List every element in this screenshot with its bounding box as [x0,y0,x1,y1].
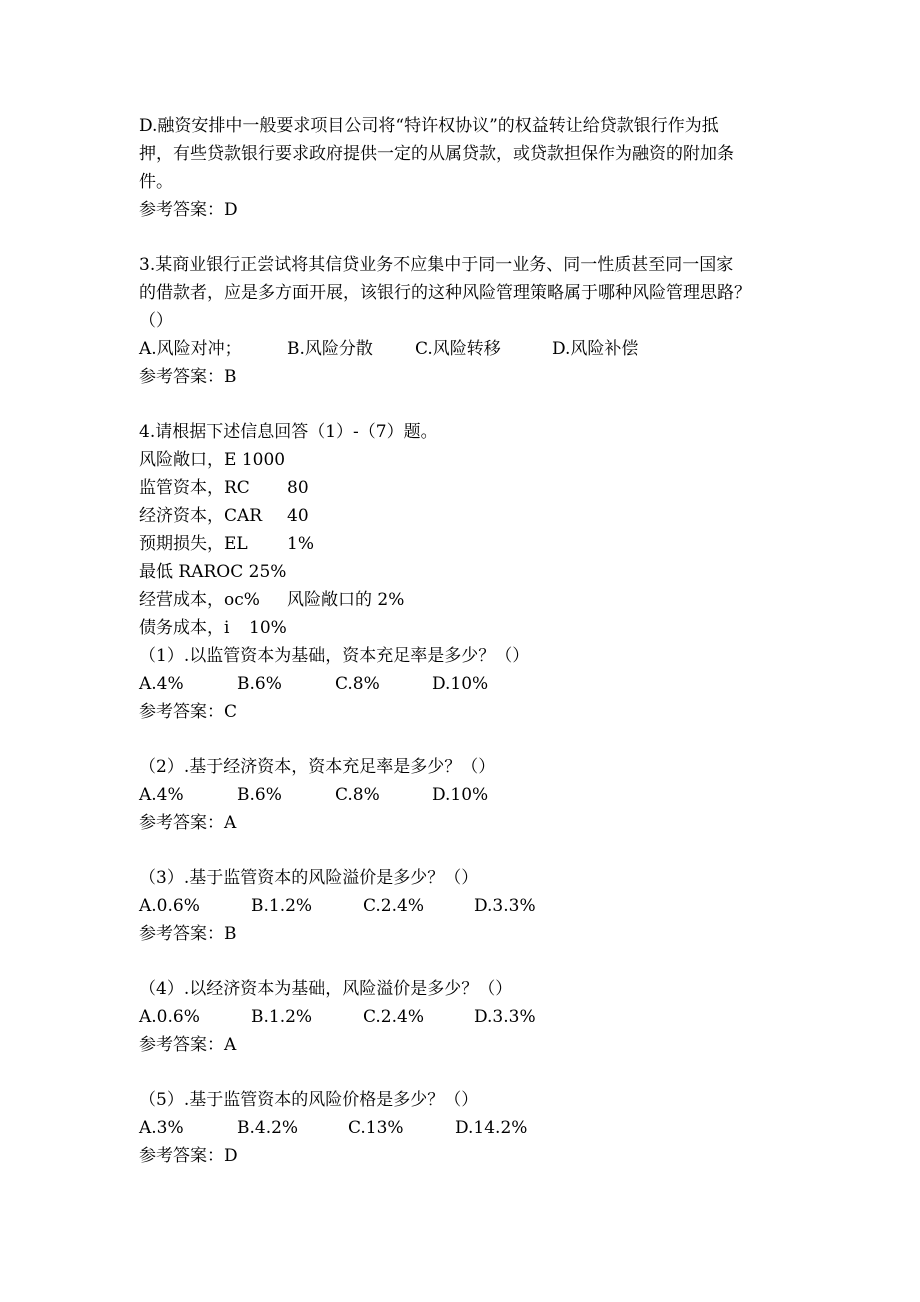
sub-question-stem: （4）.以经济资本为基础，风险溢价是多少？（） [139,979,513,999]
text-line: （） [139,311,173,331]
option-a: A.风险对冲； [139,339,242,359]
option-c: C.8% [335,785,380,805]
sub-question-answer: 参考答案：A [139,813,237,833]
option-d: D.3.3% [474,896,536,916]
info-item [139,446,799,474]
info-item [139,586,799,614]
info-label: 预期损失，EL [139,534,248,554]
option-b: B.4.2% [237,1118,299,1138]
option-c: C.13% [348,1118,404,1138]
option-b: B.1.2% [251,1007,313,1027]
option-d: D.10% [432,785,489,805]
sub-question-options [139,781,799,809]
q3-stem [139,251,799,335]
info-value: 40 [287,506,309,526]
text-line: 3.某商业银行正尝试将其信贷业务不应集中于同一业务、同一性质甚至同一国家 [139,255,734,275]
sub-question [139,753,799,837]
sub-question-stem: （1）.以监管资本为基础，资本充足率是多少？（） [139,646,530,666]
q4-intro: 4.请根据下述信息回答（1）-（7）题。 [139,422,438,442]
q3-answer: 参考答案：B [139,367,237,387]
sub-question-options [139,670,799,698]
option-c: C.8% [335,674,380,694]
q3-options [139,335,799,363]
info-value: 风险敞口的 2% [287,590,405,610]
info-item [139,530,799,558]
info-label: 经营成本，oc% [139,590,260,610]
option-d: D.10% [432,674,489,694]
sub-question-options [139,1114,799,1142]
text-line: 件。 [139,172,173,192]
option-b: B.6% [237,785,282,805]
sub-question-options [139,1003,799,1031]
option-b: B.1.2% [251,896,313,916]
q4-info-list [139,446,799,642]
text-line: 的借款者，应是多方面开展，该银行的这种风险管理策略属于哪种风险管理思路？ [139,283,751,303]
info-label: 经济资本，CAR [139,506,263,526]
info-item [139,474,799,502]
option-a: A.4% [139,785,184,805]
info-label: 风险敞口，E [139,450,237,470]
info-value: 10% [249,618,287,638]
option-d: D.风险补偿 [552,339,639,359]
info-item [139,614,799,642]
option-c: C.2.4% [363,896,424,916]
document-page [139,112,799,1170]
sub-question-options [139,892,799,920]
option-a: A.4% [139,674,184,694]
info-label: 最低 RAROC [139,562,244,582]
option-d: D.3.3% [474,1007,536,1027]
info-value: 1000 [241,450,286,470]
info-item [139,558,799,586]
q2-answer: 参考答案：D [139,200,238,220]
sub-question-stem: （5）.基于监管资本的风险价格是多少？（） [139,1090,479,1110]
sub-question [139,1086,799,1170]
info-item [139,502,799,530]
sub-question [139,975,799,1059]
q2-option-d [139,112,799,196]
info-value: 25% [248,562,287,582]
option-a: A.3% [139,1118,184,1138]
sub-question [139,864,799,948]
sub-question [139,642,799,726]
sub-question-stem: （2）.基于经济资本，资本充足率是多少？（） [139,757,496,777]
info-label: 监管资本，RC [139,478,250,498]
info-value: 80 [287,478,309,498]
sub-question-answer: 参考答案：B [139,924,237,944]
option-c: C.风险转移 [415,339,501,359]
option-a: A.0.6% [139,896,200,916]
option-b: B.6% [237,674,282,694]
sub-question-answer: 参考答案：C [139,702,238,722]
option-c: C.2.4% [363,1007,424,1027]
sub-question-answer: 参考答案：D [139,1146,238,1166]
info-value: 1% [287,534,314,554]
option-b: B.风险分散 [287,339,373,359]
text-line: 押，有些贷款银行要求政府提供一定的从属贷款，或贷款担保作为融资的附加条 [139,144,734,164]
option-d: D.14.2% [455,1118,528,1138]
text-line: D.融资安排中一般要求项目公司将“特许权协议”的权益转让给贷款银行作为抵 [139,116,719,136]
sub-question-answer: 参考答案：A [139,1035,237,1055]
sub-question-stem: （3）.基于监管资本的风险溢价是多少？（） [139,868,479,888]
option-a: A.0.6% [139,1007,200,1027]
info-label: 债务成本，i [139,618,230,638]
